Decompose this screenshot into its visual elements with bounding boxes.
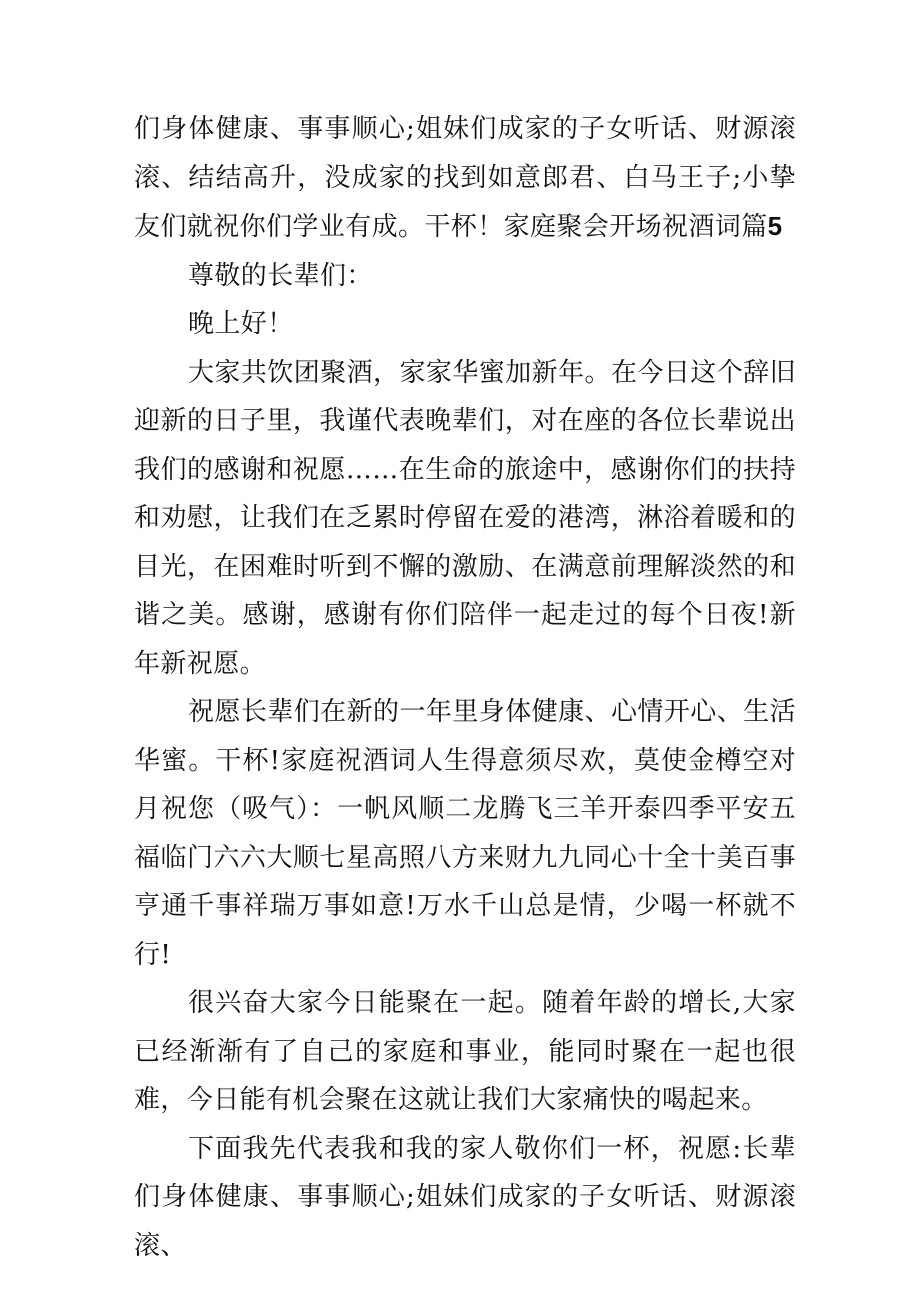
section-heading-number: 5 [767,211,783,241]
paragraph-blessings: 祝愿长辈们在新的一年里身体健康、心情开心、生活华蜜。干杯!家庭祝酒词人生得意须尽欢，莫使金樽空对月祝您（吸气）：一帆风顺二龙腾飞三羊开泰四季平安五福临门六六大顺七星高照八方来财九九同心十全十美百事亨通千事祥瑞万事如意!万水千山总是情，少喝一杯就不行! [134,697,796,970]
paragraph-thanks: 大家共饮团聚酒，家家华蜜加新年。在今日这个辞旧迎新的日子里，我谨代表晚辈们，对在座的各位长辈说出我们的感谢和祝愿……在生命的旅途中，感谢你们的扶持和劝慰，让我们在乏累时停留在爱的港湾，淋浴着暖和的目光，在困难时听到不懈的激励、在满意前理解淡然的和谐之美。感谢，感谢有你们陪伴一起走过的每个日夜!新年新祝愿。 [134,357,796,679]
paragraph-continued-toast [134,105,796,252]
greeting: 晚上好！ [188,309,294,339]
paragraph-gathering: 很兴奋大家今日能聚在一起。随着年龄的增长,大家已经渐渐有了自己的家庭和事业，能同时聚在一起也很难，今日能有机会聚在这就让我们大家痛快的喝起来。 [134,988,796,1115]
paragraph-text: 们身体健康、事事顺心;姐妹们成家的子女听话、财源滚滚、结结高升，没成家的找到如意郎君、白马王子;小挚友们就祝你们学业有成。干杯！家庭聚会开场祝酒词篇 [134,114,796,242]
salutation: 尊敬的长辈们： [188,260,373,291]
paragraph-toast: 下面我先代表我和我的家人敬你们一杯，祝愿:长辈们身体健康、事事顺心;姐妹们成家的子女听话、财源滚滚、 [134,1133,796,1261]
document-body [134,105,796,1270]
